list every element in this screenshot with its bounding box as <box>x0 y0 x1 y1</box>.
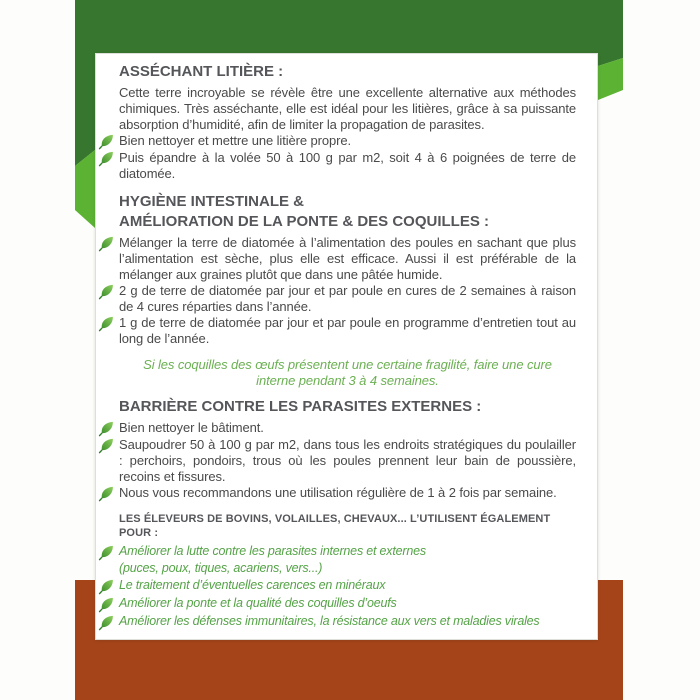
section-assechant-litiere <box>119 62 576 182</box>
section-title: BARRIÈRE CONTRE LES PARASITES EXTERNES : <box>119 398 482 415</box>
leaf-icon <box>97 235 116 252</box>
footer-title: LES ÉLEVEURS DE BOVINS, VOLAILLES, CHEVAUX... L’UTILISENT ÉGALEMENT POUR : <box>119 513 551 539</box>
top-green-band <box>75 0 623 54</box>
list-item <box>119 543 576 577</box>
bullet-text: Améliorer les défenses immunitaires, la résistance aux vers et maladies virales <box>119 614 540 628</box>
section-title: HYGIÈNE INTESTINALE & <box>119 193 305 210</box>
section-title-line2: AMÉLIORATION DE LA PONTE & DES COQUILLES : <box>119 213 490 230</box>
leaf-icon <box>97 437 116 454</box>
leaf-icon <box>97 485 116 502</box>
list-item <box>119 133 576 150</box>
bullet-text: Bien nettoyer le bâtiment. <box>119 420 264 435</box>
list-item <box>119 315 576 347</box>
egg-shell-note: Si les coquilles des œufs présentent une certaine fragilité, faire une cure interne pendant 3 à 4 semaines. <box>143 357 552 388</box>
list-item <box>119 235 576 283</box>
right-ribbon <box>598 0 623 102</box>
list-item <box>119 595 576 613</box>
bullet-text: Le traitement d’éventuelles carences en minéraux <box>119 578 386 592</box>
list-item <box>119 150 576 182</box>
list-item <box>119 485 576 502</box>
section-title: ASSÉCHANT LITIÈRE : <box>119 63 284 80</box>
bullet-text: Bien nettoyer et mettre une litière propre. <box>119 133 351 148</box>
leaf-icon <box>97 420 116 437</box>
list-item <box>119 420 576 437</box>
footer-other-uses <box>119 512 576 631</box>
section-intro: Cette terre incroyable se révèle être une excellente alternative aux méthodes chimiques. Très asséchante, elle est idéal pour les litières, grâce à sa puissante absorption d’humidité, afin de limiter la propagation de parasites. <box>119 85 576 132</box>
leaf-icon <box>97 596 116 613</box>
content-card <box>95 53 598 640</box>
leaf-icon <box>97 614 116 631</box>
bullet-text: Améliorer la ponte et la qualité des coquilles d’oeufs <box>119 596 397 610</box>
list-item <box>119 283 576 315</box>
leaf-icon <box>97 315 116 332</box>
left-ribbon <box>75 0 95 230</box>
bullet-text: Saupoudrer 50 à 100 g par m2, dans tous les endroits stratégiques du poulailler : perchoirs, pondoirs, trous où les poules prennent leur bain de poussière, recoins et fissures. <box>119 437 576 484</box>
bullet-text: Nous vous recommandons une utilisation régulière de 1 à 2 fois par semaine. <box>119 485 557 500</box>
section-barriere-parasites <box>119 397 576 502</box>
list-item <box>119 437 576 485</box>
list-item <box>119 577 576 595</box>
bullet-text-continuation: (puces, poux, tiques, acariens, vers...) <box>119 561 323 575</box>
leaf-icon <box>97 578 116 595</box>
bullet-text: Améliorer la lutte contre les parasites internes et externes <box>119 544 426 558</box>
bullet-text: 2 g de terre de diatomée par jour et par poule en cures de 2 semaines à raison de 4 cures réparties dans l’année. <box>119 283 576 314</box>
section-hygiene-intestinale <box>119 192 576 347</box>
leaf-icon <box>97 150 116 167</box>
bullet-text: Puis épandre à la volée 50 à 100 g par m2, soit 4 à 6 poignées de terre de diatomée. <box>119 150 576 181</box>
leaf-icon <box>97 133 116 150</box>
bullet-text: 1 g de terre de diatomée par jour et par poule en programme d’entretien tout au long de l’année. <box>119 315 576 346</box>
leaf-icon <box>97 544 116 561</box>
bullet-text: Mélanger la terre de diatomée à l’alimentation des poules en sachant que plus l’alimentation est sèche, plus elle est efficace. Aussi il est préférable de la mélanger aux graines plutôt que dans une pâtée humide. <box>119 235 576 282</box>
list-item <box>119 613 576 631</box>
leaf-icon <box>97 283 116 300</box>
